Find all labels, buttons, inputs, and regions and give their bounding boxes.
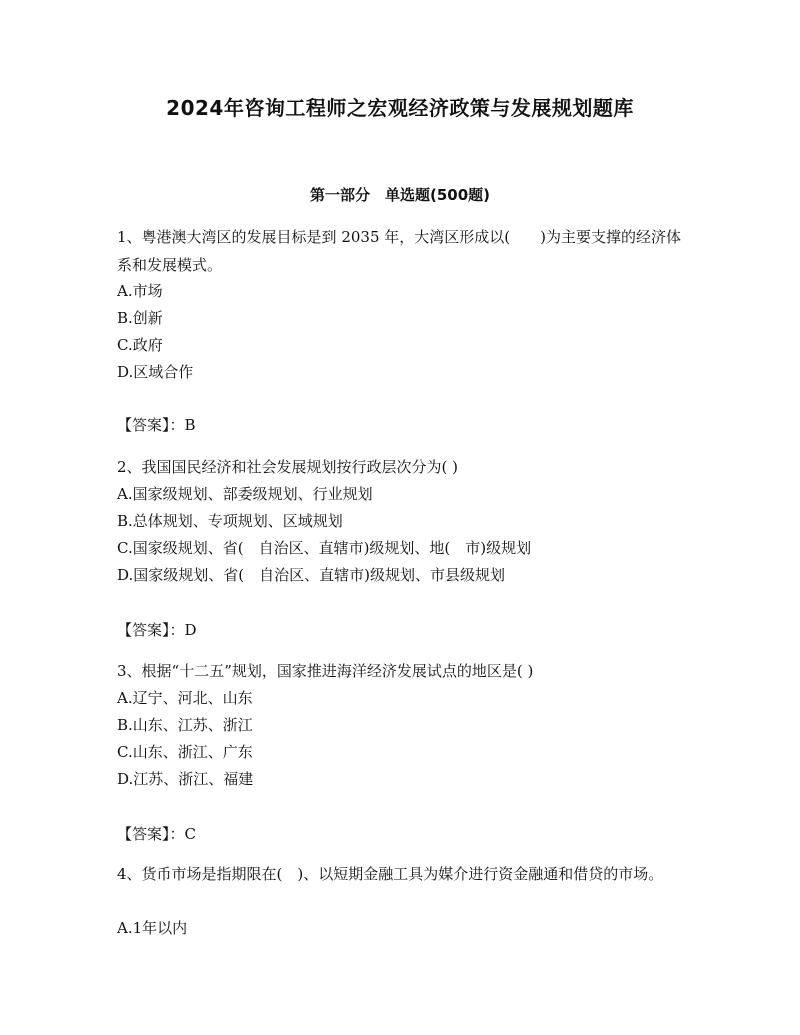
- answer-value: C: [184, 825, 196, 843]
- section-heading: 第一部分 单选题(500题): [309, 186, 491, 204]
- question-1-answer: [117, 415, 196, 435]
- question-2-answer: [117, 620, 197, 640]
- question-1-option-b: B.创新: [117, 309, 163, 327]
- question-2-option-c: C.国家级规划、省( 自治区、直辖市)级规划、地( 市)级规划: [117, 539, 532, 557]
- answer-value: B: [184, 416, 196, 434]
- question-3-option-c: C.山东、浙江、广东: [117, 743, 253, 761]
- document-title: 2024年咨询工程师之宏观经济政策与发展规划题库: [166, 96, 634, 120]
- question-2-option-b: B.总体规划、专项规划、区域规划: [117, 512, 343, 530]
- question-2-option-a: A.国家级规划、部委级规划、行业规划: [117, 485, 373, 503]
- answer-value: D: [184, 621, 197, 639]
- question-1-stem: 1、粤港澳大湾区的发展目标是到 2035 年，大湾区形成以( )为主要支撑的经济体系和发展模式。: [117, 228, 681, 274]
- question-3-stem: 3、根据“十二五”规划，国家推进海洋经济发展试点的地区是( ): [117, 662, 534, 680]
- question-2-stem: 2、我国国民经济和社会发展规划按行政层次分为( ): [117, 458, 459, 476]
- question-3-option-d: D.江苏、浙江、福建: [117, 770, 254, 788]
- answer-label: 【答案】：: [117, 621, 185, 639]
- answer-label: 【答案】：: [117, 825, 185, 843]
- question-1-option-c: C.政府: [117, 336, 163, 354]
- question-3-answer: [117, 824, 196, 844]
- question-3-option-a: A.辽宁、河北、山东: [117, 689, 253, 707]
- question-2-option-d: D.国家级规划、省( 自治区、直辖市)级规划、市县级规划: [117, 566, 505, 584]
- question-1-option-a: A.市场: [117, 282, 163, 300]
- question-4-option-a: A.1年以内: [117, 919, 188, 937]
- question-4-stem: 4、货币市场是指期限在( )、以短期金融工具为媒介进行资金融通和借贷的市场。: [117, 865, 664, 883]
- answer-label: 【答案】：: [117, 416, 185, 434]
- question-3-option-b: B.山东、江苏、浙江: [117, 716, 253, 734]
- question-1-option-d: D.区域合作: [117, 363, 194, 381]
